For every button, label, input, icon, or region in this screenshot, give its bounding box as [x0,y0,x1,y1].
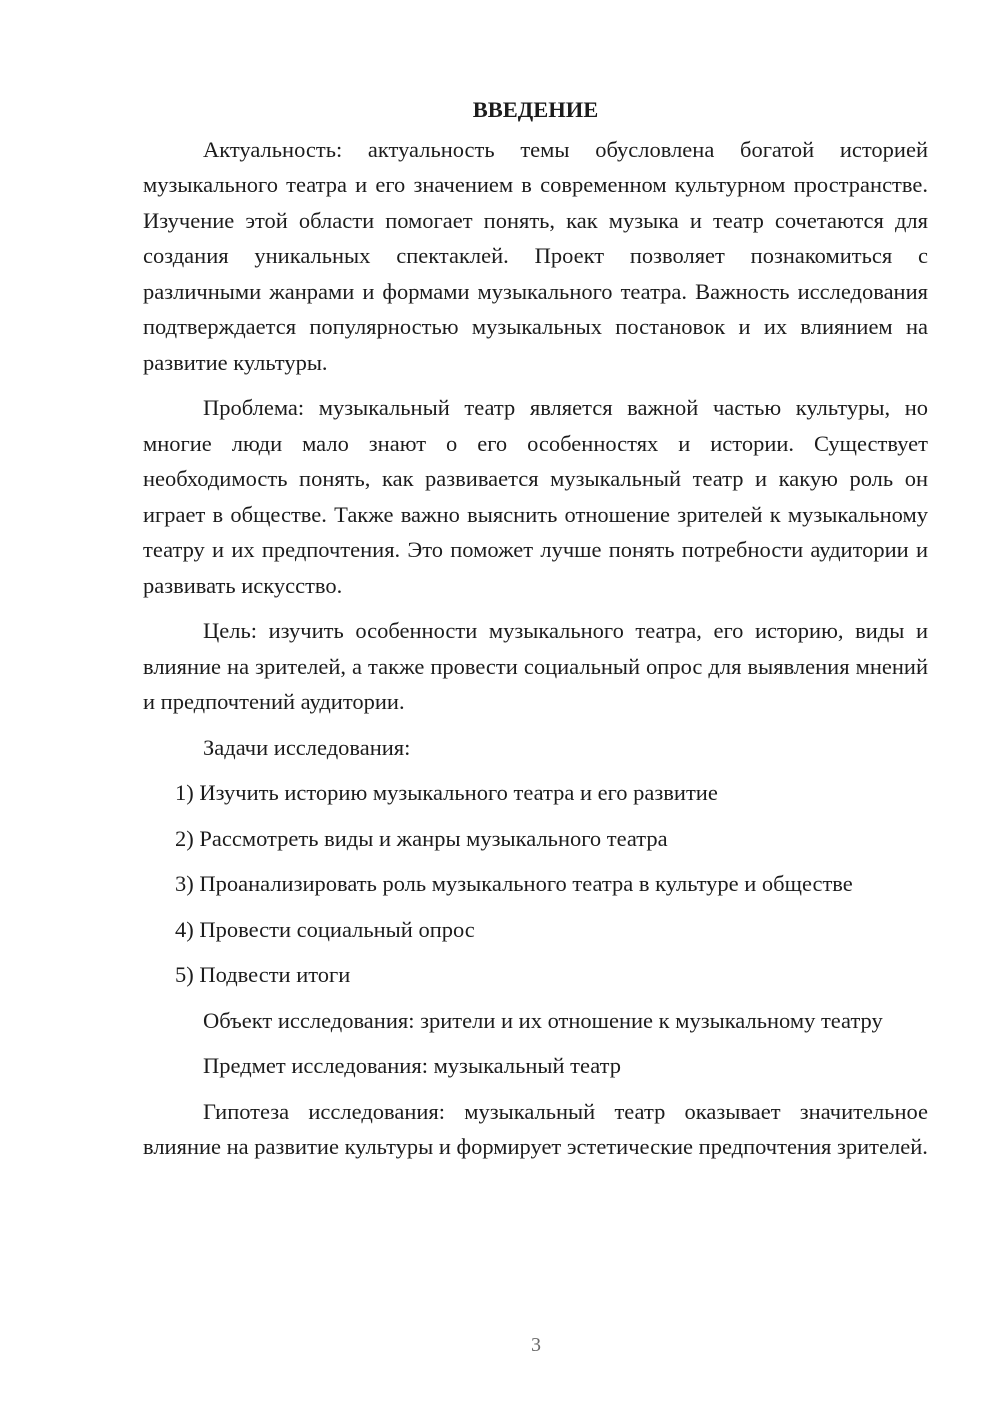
object-paragraph: Объект исследования: зрители и их отношение к музыкальному театру [203,1007,883,1033]
page-number: 3 [531,1334,541,1356]
subject-paragraph: Предмет исследования: музыкальный театр [203,1053,622,1078]
tasks-heading: Задачи исследования: [203,734,411,760]
task-item-4: 4) Провести социальный опрос [175,916,475,942]
relevance-paragraph: Актуальность: актуальность темы обусловлена богатой историей музыкального театра и его значением в современном культурном пространстве. Изучение этой области помогает понять, как музыка и театр сочетаются для создания уникальных спектаклей. Проект позволяет познакомиться с различными жанрами и формами музыкального театра. Важность исследования подтверждается популярностью музыкальных постановок и их влиянием на развитие культуры. [143,136,928,375]
problem-paragraph: Проблема: музыкальный театр является важной частью культуры, но многие люди мало знают о его особенностях и истории. Существует необходимость понять, как развивается музыкальный театр и какую роль он играет в обществе. Также важно выяснить отношение зрителей к музыкальному театру и их предпочтения. Это поможет лучше понять потребности аудитории и развивать искусство. [143,395,928,598]
task-item-1: 1) Изучить историю музыкального театра и его развитие [175,780,718,805]
task-item-5: 5) Подвести итоги [175,962,351,987]
hypothesis-paragraph: Гипотеза исследования: музыкальный театр оказывает значительное влияние на развитие культуры и формирует эстетические предпочтения зрителей. [143,1098,928,1159]
goal-paragraph: Цель: изучить особенности музыкального театра, его историю, виды и влияние на зрителей, а также провести социальный опрос для выявления мнений и предпочтений аудитории. [143,618,928,714]
task-item-2: 2) Рассмотреть виды и жанры музыкального театра [175,825,668,851]
page-title: ВВЕДЕНИЕ [472,97,599,122]
task-item-3: 3) Проанализировать роль музыкального театра в культуре и обществе [175,871,853,896]
document-body [143,92,928,1175]
